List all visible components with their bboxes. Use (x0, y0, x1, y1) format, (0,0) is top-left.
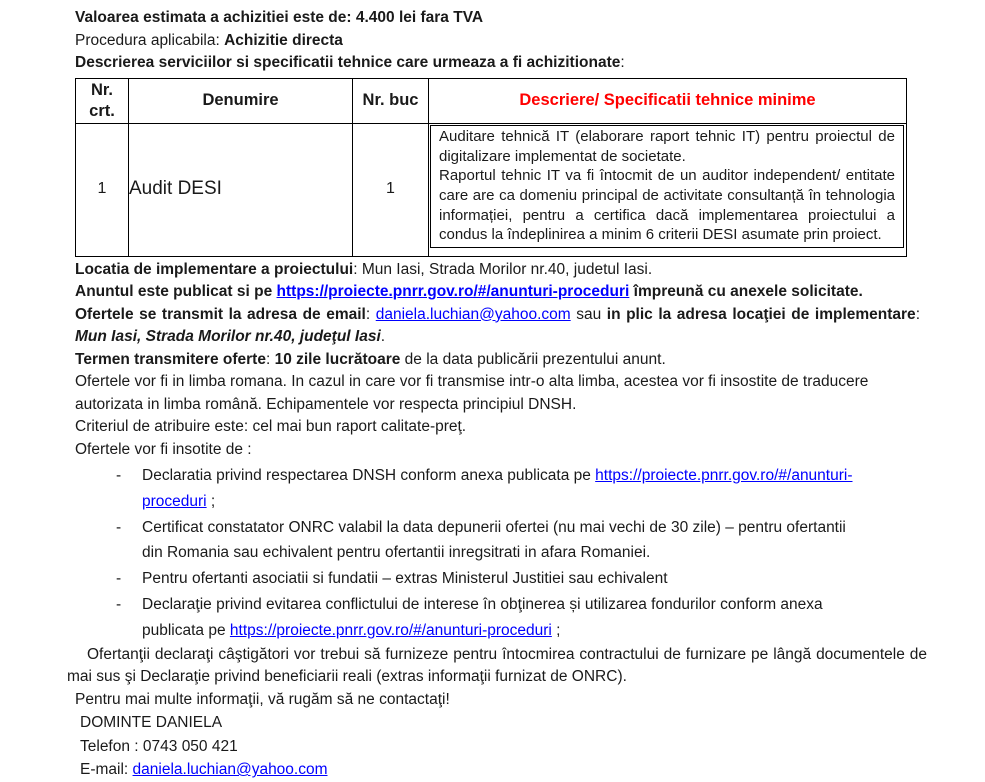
deadline-rest: de la data publicării prezentului anunt. (400, 350, 666, 368)
contact-block (75, 711, 925, 782)
offers-in-envelope-label: in plic la adresa locaţiei de implementare (606, 305, 916, 323)
services-table (75, 78, 907, 257)
pnrr-announcements-link[interactable]: https://proiecte.pnrr.gov.ro/#/anunturi-proceduri (142, 467, 853, 510)
description-paragraph-2: Raportul tehnic IT va fi întocmit de un auditor independent/ entitate care are ca domeniu principal de activitate consultanță în tehnologia informației, pentru a certifica dacă implementarea proiectului a condus la îndeplinirea a minim 6 criterii DESI asumate prin proiect. (439, 167, 895, 244)
services-description-heading-text: Descrierea serviciilor si specificatii tehnice care urmeaza a fi achizitionate (75, 54, 621, 71)
contact-cta-line: Pentru mai multe informaţii, vă rugăm să ne contactaţi! (75, 690, 450, 708)
table-row (76, 123, 907, 256)
location-separator: : (353, 260, 362, 278)
bullet-dash: - (116, 467, 122, 484)
description-paragraph-1: Auditare tehnică IT (elaborare raport tehnic IT) pentru proiectul de digitalizare implementat de societate. (439, 128, 895, 165)
contact-email-label: E-mail: (80, 761, 133, 779)
language-requirement-paragraph: Ofertele vor fi in limba romana. In cazul in care vor fi transmise intr-o alta limba, acestea vor fi insostite de traducere autorizata in limba română. Echipamentele vor respecta principiul DNSH. (75, 373, 869, 413)
col-header-denumire: Denumire (129, 78, 353, 123)
deadline-label: Termen transmitere oferte (75, 350, 266, 368)
required-documents-list (75, 463, 865, 644)
cell-nr-crt: 1 (76, 123, 129, 256)
bullet-onrc-certificate: Certificat constatator ONRC valabil la data depunerii ofertei (nu mai vechi de 30 zile) – pentru ofertantii din Romania sau echivalent pentru ofertantii inregsitrati in afara Romaniei. (142, 518, 846, 562)
offers-separator-2: : (915, 305, 920, 323)
announcement-suffix: împreună cu anexele solicitate. (629, 283, 863, 300)
contact-email-line (80, 758, 925, 782)
offers-submission-label: Ofertele se transmit la adresa de email (75, 305, 366, 323)
col-header-nr-buc: Nr. buc (353, 78, 429, 123)
bullet-dnsh-declaration (142, 463, 865, 515)
bullet-dnsh-text: Declaratia privind respectarea DNSH conform anexa publicata pe (142, 467, 596, 484)
services-description-heading (75, 52, 925, 75)
procedure-line (75, 30, 925, 53)
table-header-row (76, 78, 907, 123)
submission-email-link[interactable]: daniela.luchian@yahoo.com (375, 305, 571, 323)
offers-submission-line (75, 304, 920, 349)
pnrr-announcements-link[interactable]: https://proiecte.pnrr.gov.ro/#/anunturi-proceduri (229, 621, 552, 639)
bullet-conflict-end: ; (551, 621, 561, 639)
deadline-line (75, 349, 925, 372)
cell-denumire: Audit DESI (129, 123, 353, 256)
winners-obligation-paragraph: Ofertanţii declaraţi câştigători vor trebui să furnizeze pentru întocmirea contractului de furnizare pe lângă documentele de mai sus şi Declaraţie privind beneficiarii reali (extras informaţii furnizat de ONRC). (67, 645, 927, 686)
offers-period: . (380, 328, 386, 345)
bullet-associations-extract: Pentru ofertanti asociatii si fundatii – extras Ministerul Justitiei sau echivalent (142, 570, 668, 588)
bullet-dash: - (116, 518, 122, 536)
contact-name: DOMINTE DANIELA (80, 714, 223, 732)
procedure-label: Procedura aplicabila: (75, 31, 225, 49)
list-item (75, 592, 865, 644)
bullet-conflict-text: Declaraţie privind evitarea conflictului de interese în obţinerea și utilizarea fondurilor conform anexa publicata pe (142, 595, 823, 639)
list-item (75, 566, 865, 592)
cell-descriere (429, 123, 907, 256)
location-label: Locatia de implementare a proiectului (75, 260, 354, 278)
estimated-value-line (75, 7, 925, 30)
offers-separator: : (365, 305, 376, 323)
description-text-box (430, 125, 904, 248)
contact-email-link[interactable]: daniela.luchian@yahoo.com (132, 761, 328, 779)
location-line (75, 259, 925, 282)
announcement-prefix: Anuntul este publicat si pe (75, 283, 277, 300)
procedure-value: Achizitie directa (224, 31, 343, 49)
bullet-dash: - (116, 570, 122, 588)
bullet-dnsh-end: ; (206, 492, 216, 510)
offers-accompanied-by-line: Ofertele vor fi insotite de : (75, 440, 252, 458)
services-description-heading-colon: : (620, 54, 625, 71)
bullet-dash: - (116, 595, 122, 613)
announcement-published-line (75, 281, 925, 304)
estimated-value-text: Valoarea estimata a achizitiei este de: 4.400 lei fara TVA (75, 9, 484, 26)
deadline-separator: : (265, 350, 275, 368)
bullet-conflict-of-interest (142, 592, 865, 644)
award-criterion-line: Criteriul de atribuire este: cel mai bun raport calitate-preţ. (75, 418, 467, 435)
cell-nr-buc: 1 (353, 123, 429, 256)
location-value: Mun Iasi, Strada Morilor nr.40, judetul Iasi. (361, 260, 653, 278)
offers-or-text: sau (570, 305, 607, 323)
deadline-value: 10 zile lucrătoare (274, 350, 401, 368)
col-header-nr-crt: Nr. crt. (76, 78, 129, 123)
contact-phone: Telefon : 0743 050 421 (80, 737, 238, 755)
implementation-address: Mun Iasi, Strada Morilor nr.40, judeţul Iasi (75, 328, 381, 345)
list-item (75, 515, 865, 567)
list-item (75, 463, 865, 515)
pnrr-announcements-link[interactable]: https://proiecte.pnrr.gov.ro/#/anunturi-proceduri (276, 283, 630, 300)
col-header-descriere: Descriere/ Specificatii tehnice minime (429, 78, 907, 123)
